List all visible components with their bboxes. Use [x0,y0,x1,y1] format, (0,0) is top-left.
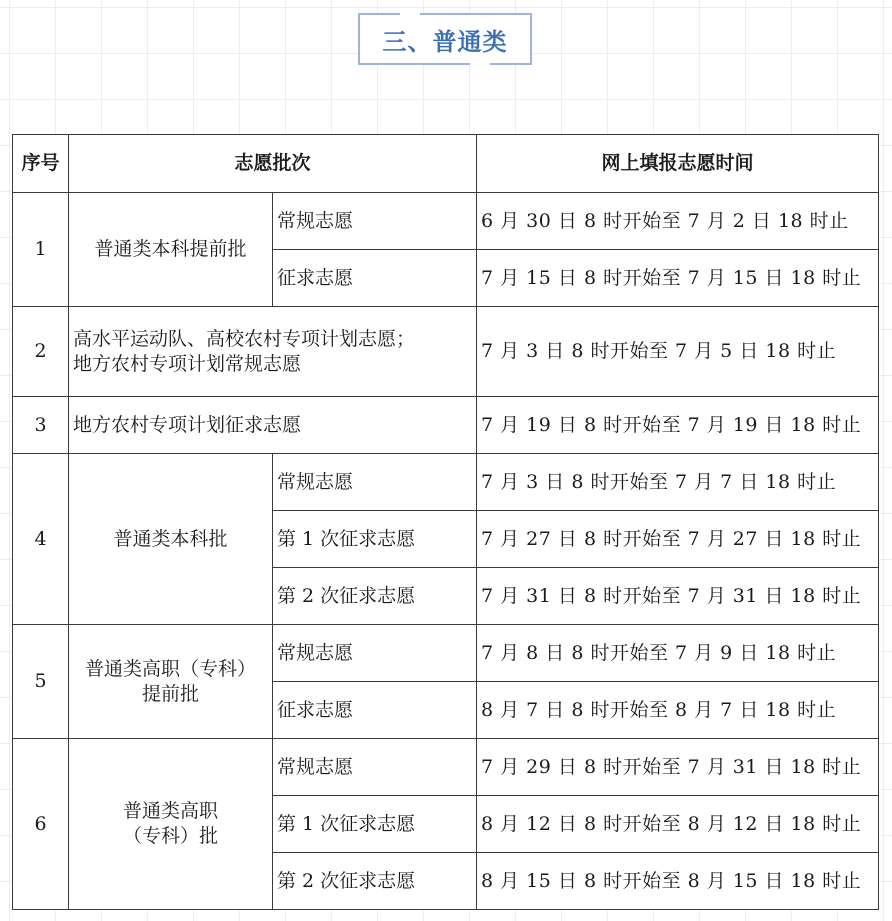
fill-time: 6 月 30 日 8 时开始至 7 月 2 日 18 时止 [477,193,879,250]
table-row [13,625,879,682]
table-row [13,307,879,397]
batch-name-line: （专科）批 [122,825,218,847]
section-title-box [358,13,532,65]
volunteer-type: 常规志愿 [273,193,477,250]
header-time: 网上填报志愿时间 [477,135,879,193]
batch-name-line: 提前批 [141,682,199,705]
row-number: 3 [13,397,69,454]
batch-name [69,625,273,739]
fill-time: 7 月 3 日 8 时开始至 7 月 7 日 18 时止 [477,454,879,511]
volunteer-type: 第 2 次征求志愿 [273,853,477,910]
fill-time: 7 月 31 日 8 时开始至 7 月 31 日 18 时止 [477,568,879,625]
table-row [13,739,879,796]
volunteer-type: 第 2 次征求志愿 [273,568,477,625]
volunteer-type: 征求志愿 [273,250,477,307]
section-title: 三、普通类 [382,27,508,56]
row-number: 2 [13,307,69,397]
schedule-table [12,134,879,910]
batch-name: 普通类本科批 [69,454,273,625]
fill-time: 7 月 3 日 8 时开始至 7 月 5 日 18 时止 [477,307,879,397]
batch-name [69,307,477,397]
batch-name-line: 地方农村专项计划常规志愿 [73,352,302,375]
volunteer-type: 征求志愿 [273,682,477,739]
table-row [13,397,879,454]
batch-name: 普通类本科提前批 [69,193,273,307]
batch-name-line: 普通类高职 [122,800,218,822]
header-no: 序号 [13,135,69,193]
volunteer-type: 常规志愿 [273,454,477,511]
volunteer-type: 第 1 次征求志愿 [273,511,477,568]
volunteer-type: 常规志愿 [273,739,477,796]
volunteer-type: 第 1 次征求志愿 [273,796,477,853]
row-number: 4 [13,454,69,625]
table-row [13,454,879,511]
row-number: 5 [13,625,69,739]
fill-time: 7 月 8 日 8 时开始至 7 月 9 日 18 时止 [477,625,879,682]
volunteer-type: 常规志愿 [273,625,477,682]
table-header-row [13,135,879,193]
batch-name-line: 高水平运动队、高校农村专项计划志愿； [73,327,416,350]
row-number: 6 [13,739,69,910]
fill-time: 7 月 29 日 8 时开始至 7 月 31 日 18 时止 [477,739,879,796]
fill-time: 8 月 15 日 8 时开始至 8 月 15 日 18 时止 [477,853,879,910]
batch-name: 地方农村专项计划征求志愿 [69,397,477,454]
row-number: 1 [13,193,69,307]
table-row [13,193,879,250]
fill-time: 8 月 7 日 8 时开始至 8 月 7 日 18 时止 [477,682,879,739]
batch-name-line: 普通类高职（专科） [84,657,256,680]
fill-time: 7 月 19 日 8 时开始至 7 月 19 日 18 时止 [477,397,879,454]
fill-time: 7 月 15 日 8 时开始至 7 月 15 日 18 时止 [477,250,879,307]
fill-time: 7 月 27 日 8 时开始至 7 月 27 日 18 时止 [477,511,879,568]
fill-time: 8 月 12 日 8 时开始至 8 月 12 日 18 时止 [477,796,879,853]
header-batch: 志愿批次 [69,135,477,193]
batch-name [69,739,273,910]
